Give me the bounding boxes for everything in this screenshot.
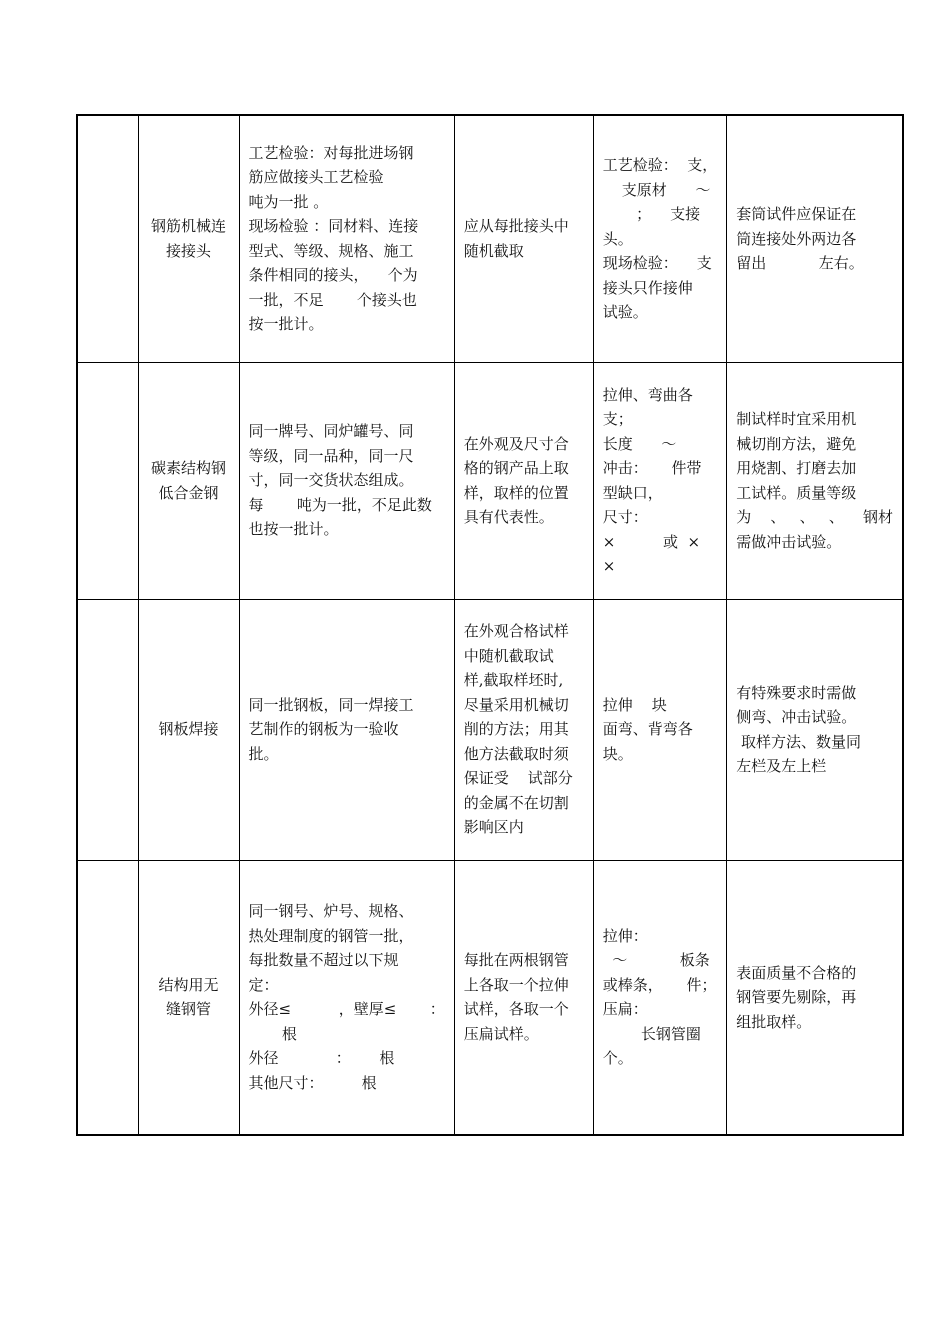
text-line: 应从每批接头中 (463, 217, 569, 236)
text-line: 长钢管圈 (602, 1024, 701, 1043)
sampling-method-cell (454, 860, 593, 1135)
text-line: 低合金钢 (158, 483, 219, 502)
text-line: 需做冲击试验。 (736, 532, 842, 551)
text-line: 其他尺寸： 根 (248, 1073, 377, 1092)
text-line: 具有代表性。 (463, 508, 554, 526)
text-line: 或棒条， 件； (602, 975, 717, 994)
text-line: 艺制作的钢板为一验收 (248, 720, 399, 739)
text-line: 取样方法、数量同 (736, 732, 862, 751)
text-line: × 或 × (602, 532, 701, 551)
text-line: 削的方法；用其 (463, 720, 569, 739)
text-line: 影响区内 (463, 818, 524, 837)
text-line: 试样，各取一个 (463, 1000, 569, 1019)
text-line: 型缺口， (602, 483, 663, 502)
text-line: 压扁： (602, 1000, 648, 1019)
text-line: 面弯、背弯各 (602, 720, 693, 739)
text-line: ； 支接 (602, 205, 701, 223)
text-line: 定： (248, 975, 279, 994)
text-line: 外径 ： 根 (248, 1049, 395, 1068)
text-line: 在外观及尺寸合 (463, 434, 569, 453)
text-line: 支原材 ～ (602, 180, 711, 199)
text-line: 根 (248, 1024, 297, 1043)
text-line: 试验。 (602, 303, 648, 321)
material-name-cell (138, 362, 239, 599)
text-line: 工艺检验：对每批进场钢 (248, 143, 414, 162)
text-line: 块。 (602, 744, 633, 763)
batch-rule-cell (239, 362, 454, 599)
text-line: 有特殊要求时需做 (736, 683, 857, 702)
batch-rule-cell (239, 115, 454, 362)
table-row (77, 362, 903, 599)
remarks-cell (727, 860, 903, 1135)
text-line: 钢管要先剔除，再 (736, 988, 857, 1006)
text-line: 留出 左右。 (736, 254, 864, 272)
text-line: 保证受 试部分 (463, 769, 573, 788)
text-line: 冲击： 件带 (602, 459, 702, 477)
batch-rule-cell (239, 599, 454, 860)
text-line: 在外观合格试样 (463, 622, 569, 641)
text-line: 现场检验 ：同材料、连接 (248, 217, 419, 236)
sample-quantity-cell (593, 362, 727, 599)
text-line: 用烧割、打磨去加 (736, 459, 857, 477)
text-line: 支； (602, 410, 633, 428)
text-line: 个。 (602, 1049, 633, 1068)
text-line: 批。 (248, 744, 279, 763)
text-line: 工艺检验： 支， (602, 156, 718, 174)
batch-rule-cell (239, 860, 454, 1135)
sampling-method-cell (454, 115, 593, 362)
text-line: 也按一批计。 (248, 520, 339, 539)
text-line: 样,截取样坯时, (463, 671, 564, 690)
text-line: 头。 (602, 229, 633, 248)
text-line: 结构用无 (158, 975, 219, 994)
text-line: 套筒试件应保证在 (736, 205, 857, 223)
specimen-table (76, 114, 904, 1136)
text-line: 表面质量不合格的 (736, 963, 857, 982)
text-line: 械切削方法，避免 (736, 434, 857, 453)
text-line: 筋应做接头工艺检验 (248, 168, 384, 187)
text-line: 型式、等级、规格、施工 (248, 241, 414, 260)
text-line: 拉伸 块 (602, 695, 667, 714)
text-line: 现场检验： 支 (602, 254, 712, 272)
text-line: 侧弯、冲击试验。 (736, 708, 857, 726)
table-row (77, 115, 903, 362)
sample-quantity-cell (593, 599, 727, 860)
row-number-cell (77, 362, 138, 599)
material-name-cell (138, 599, 239, 860)
row-number-cell (77, 599, 138, 860)
sample-quantity-cell (593, 860, 727, 1135)
material-name-cell (138, 860, 239, 1135)
remarks-cell (727, 599, 903, 860)
text-line: 每批数量不超过以下规 (248, 951, 399, 970)
row-number-cell (77, 860, 138, 1135)
text-line: 拉伸： (602, 926, 648, 945)
text-line: 尺寸： (602, 508, 648, 526)
text-line: 等级，同一品种，同一尺 (248, 446, 414, 465)
row-number-cell (77, 115, 138, 362)
text-line: 筒连接处外两边各 (736, 229, 857, 248)
text-line: 上各取一个拉伸 (463, 975, 569, 994)
table-row (77, 599, 903, 860)
text-line: ～ 板条 (602, 951, 710, 970)
text-line: 吨为一批 。 (248, 192, 329, 211)
remarks-cell (727, 115, 903, 362)
text-line: 接头只作接伸 (602, 278, 693, 297)
text-line: 样，取样的位置 (463, 483, 569, 502)
text-line: 尽量采用机械切 (463, 695, 569, 714)
text-line: 同一牌号、同炉罐号、同 (248, 422, 414, 441)
text-line: 缝钢管 (165, 1000, 211, 1019)
text-line: 钢筋机械连 (150, 217, 226, 236)
text-line: 同一钢号、炉号、规格、 (248, 902, 414, 921)
text-line: 压扁试样。 (463, 1024, 539, 1043)
text-line: 每批在两根钢管 (463, 951, 569, 970)
text-line: 中随机截取试 (463, 646, 554, 665)
text-line: 左栏及左上栏 (736, 757, 827, 775)
text-line: 随机截取 (463, 241, 524, 260)
sampling-method-cell (454, 362, 593, 599)
text-line: 条件相同的接头， 个为 (248, 266, 418, 285)
text-line: 外径≤ ，壁厚≤ ： (248, 1000, 445, 1019)
text-line: 接接头 (165, 241, 211, 260)
text-line: 制试样时宜采用机 (736, 410, 857, 428)
text-line: 工试样。质量等级 (736, 483, 857, 502)
text-line: 一批，不足 个接头也 (248, 290, 417, 309)
text-line: 钢板焊接 (158, 720, 219, 739)
text-line: 寸，同一交货状态组成。 (248, 471, 414, 490)
sample-quantity-cell (593, 115, 727, 362)
text-line: 组批取样。 (736, 1012, 812, 1031)
table-row (77, 860, 903, 1135)
text-line: × (602, 557, 616, 575)
text-line: 格的钢产品上取 (463, 459, 569, 477)
sampling-method-cell (454, 599, 593, 860)
text-line: 同一批钢板，同一焊接工 (248, 695, 414, 714)
text-line: 他方法截取时须 (463, 744, 569, 763)
text-line: 的金属不在切割 (463, 793, 569, 812)
text-line: 热处理制度的钢管一批， (248, 926, 414, 945)
text-line: 为 、 、 、 钢材 (736, 508, 894, 526)
material-name-cell (138, 115, 239, 362)
text-line: 按一批计。 (248, 315, 324, 334)
text-line: 每 吨为一批，不足此数 (248, 495, 432, 514)
text-line: 碳素结构钢 (150, 459, 226, 477)
text-line: 长度 ～ (602, 434, 677, 453)
remarks-cell (727, 362, 903, 599)
text-line: 拉伸、弯曲各 (602, 385, 693, 404)
